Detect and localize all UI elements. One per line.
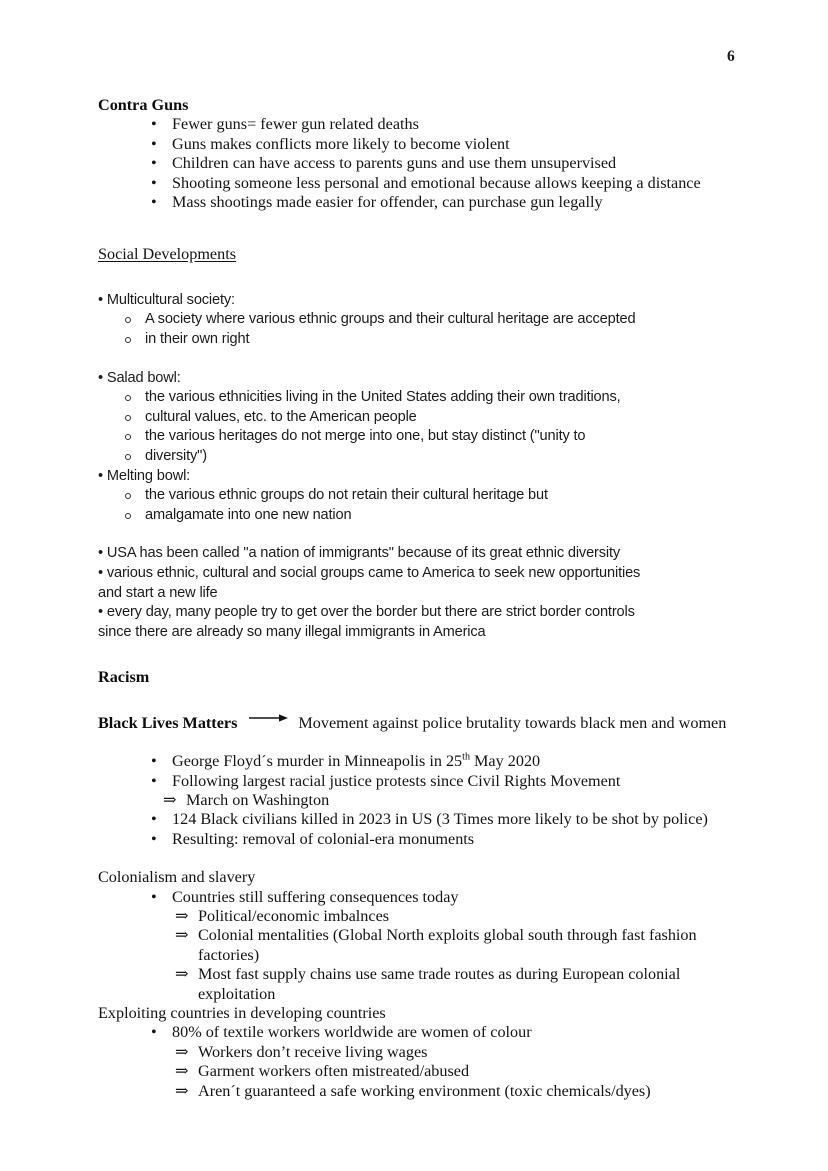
text-part: George Floyd´s murder in Minneapolis in 25 [172, 752, 463, 771]
sub-item-text: the various ethnicities living in the United States adding their own traditions, [145, 389, 621, 406]
double-arrow-icon: ⇒ [175, 1042, 189, 1061]
sub-item [98, 907, 738, 926]
list-item [98, 193, 738, 212]
colonialism-list [98, 888, 738, 907]
spacer [98, 525, 738, 544]
double-arrow-icon: ⇒ [175, 965, 189, 984]
sub-item [98, 486, 738, 506]
list-item-text: Mass shootings made easier for offender, can purchase gun legally [172, 193, 603, 212]
spacer [98, 849, 738, 868]
definition-black-lives-matters: Movement against police brutality towards black men and women [298, 713, 727, 732]
circle-bullet-icon [125, 415, 131, 421]
list-item-text: Guns makes conflicts more likely to become violent [172, 134, 510, 153]
sub-item-text: diversity") [145, 448, 207, 464]
term-black-lives-matters: Black Lives Matters [98, 713, 238, 732]
double-arrow-icon: ⇒ [163, 790, 177, 809]
bullet-icon: • [151, 173, 157, 192]
sub-item [98, 408, 738, 428]
circle-bullet-icon [125, 395, 131, 401]
circle-bullet-icon [125, 317, 131, 323]
circle-bullet-icon [125, 434, 131, 440]
sub-item-text: the various heritages do not merge into one, but stay distinct ("unity to [145, 428, 586, 445]
paragraph-line: • every day, many people try to get over the border but there are strict border controls [98, 604, 635, 621]
heading-social-developments: Social Developments [98, 245, 237, 264]
sub-item [98, 1082, 738, 1101]
blm-list [98, 752, 738, 791]
blm-list-continued [98, 810, 738, 849]
sub-item [98, 330, 738, 350]
exploiting-list [98, 1023, 738, 1042]
list-item-text: Shooting someone less personal and emotional because allows keeping a distance [172, 173, 701, 192]
bullet-icon: • [151, 154, 157, 173]
double-arrow-icon: ⇒ [175, 926, 189, 945]
right-arrow-icon [249, 710, 289, 722]
double-arrow-icon: ⇒ [175, 1081, 189, 1100]
sub-item-text: in their own right [145, 331, 250, 348]
group-title-melting-bowl: • Melting bowl: [98, 467, 191, 484]
list-item-text: 124 Black civilians killed in 2023 in US (3 Times more likely to be shot by police) [172, 810, 708, 829]
sub-item-text: factories) [198, 945, 260, 964]
sub-item-text: Garment workers often mistreated/abused [198, 1062, 470, 1081]
bullet-icon: • [151, 1023, 157, 1042]
bullet-icon: • [151, 810, 157, 829]
spacer [98, 350, 738, 369]
list-item [98, 772, 738, 791]
sub-item [98, 1043, 738, 1062]
paragraph-line: and start a new life [98, 584, 218, 601]
spacer [98, 733, 738, 752]
sub-item-text: cultural values, etc. to the American people [145, 408, 417, 425]
circle-bullet-icon [125, 454, 131, 460]
spacer [98, 265, 738, 291]
heading-exploiting-countries: Exploiting countries in developing countries [98, 1004, 386, 1023]
sub-item [98, 926, 738, 945]
list-item-text: Resulting: removal of colonial-era monuments [172, 829, 475, 848]
sub-item [98, 1062, 738, 1081]
list-item-text [172, 752, 540, 770]
document-body [98, 96, 738, 1101]
list-item [98, 810, 738, 829]
list-item [98, 154, 738, 173]
sub-item [98, 310, 738, 330]
group-title-multicultural-society: • Multicultural society: [98, 291, 235, 308]
list-item-text: Fewer guns= fewer gun related deaths [172, 115, 419, 134]
sub-item-text: exploitation [198, 984, 276, 1003]
list-item [98, 174, 738, 193]
list-item [98, 135, 738, 154]
heading-racism: Racism [98, 668, 150, 687]
paragraph-line: • various ethnic, cultural and social groups came to America to seek new opportunities [98, 564, 641, 581]
sub-item [98, 447, 738, 467]
bullet-icon: • [151, 134, 157, 153]
bullet-icon: • [151, 752, 157, 771]
double-arrow-icon: ⇒ [175, 1062, 189, 1081]
sub-item [98, 427, 738, 447]
text-part: May 2020 [469, 752, 541, 771]
sub-item-text: A society where various ethnic groups and their cultural heritage are accepted [145, 311, 636, 328]
bullet-icon: • [151, 193, 157, 212]
circle-bullet-icon [125, 493, 131, 499]
list-item [98, 115, 738, 134]
heading-contra-guns: Contra Guns [98, 96, 189, 114]
circle-bullet-icon [125, 513, 131, 519]
black-lives-matters-row [98, 714, 738, 733]
list-item [98, 1023, 738, 1042]
sub-item-continuation [98, 946, 738, 965]
sub-item-text: Political/economic imbalnces [198, 907, 390, 925]
list-item [98, 830, 738, 849]
contra-guns-list [98, 115, 738, 212]
sub-item-march-on-washington [98, 791, 738, 810]
group-title-salad-bowl: • Salad bowl: [98, 369, 181, 386]
spacer [98, 212, 738, 245]
bullet-icon: • [151, 829, 157, 848]
list-item [98, 752, 738, 771]
bullet-icon: • [151, 115, 157, 134]
sub-item-text: Colonial mentalities (Global North exploits global south through fast fashion [198, 926, 697, 945]
spacer [98, 688, 738, 714]
list-item-text: 80% of textile workers worldwide are women of colour [172, 1023, 532, 1042]
circle-bullet-icon [125, 337, 131, 343]
double-arrow-icon: ⇒ [175, 907, 189, 925]
page-number: 6 [727, 48, 735, 65]
paragraph-line: • USA has been called "a nation of immigrants" because of its great ethnic diversity [98, 545, 621, 562]
sub-item-text: Aren´t guaranteed a safe working environment (toxic chemicals/dyes) [198, 1081, 651, 1100]
sub-item-text: amalgamate into one new nation [145, 506, 352, 523]
list-item-text: Following largest racial justice protests since Civil Rights Movement [172, 771, 621, 790]
sub-item [98, 506, 738, 526]
sub-item [98, 388, 738, 408]
list-item-text: Countries still suffering consequences today [172, 887, 459, 906]
heading-colonialism-and-slavery: Colonialism and slavery [98, 868, 256, 887]
social-developments-block [98, 291, 738, 643]
sub-item-continuation [98, 985, 738, 1004]
list-item [98, 888, 738, 907]
ordinal-suffix: th [462, 751, 470, 763]
spacer [98, 642, 738, 668]
sub-item-text: Most fast supply chains use same trade routes as during European colonial [198, 965, 681, 984]
list-item-text: Children can have access to parents guns and use them unsupervised [172, 154, 617, 173]
sub-item-text: Workers don’t receive living wages [198, 1042, 428, 1061]
bullet-icon: • [151, 771, 157, 790]
sub-item-text: the various ethnic groups do not retain their cultural heritage but [145, 487, 548, 504]
sub-item [98, 965, 738, 984]
paragraph-line: since there are already so many illegal immigrants in America [98, 623, 486, 640]
sub-item-text: March on Washington [186, 790, 330, 809]
bullet-icon: • [151, 887, 157, 906]
